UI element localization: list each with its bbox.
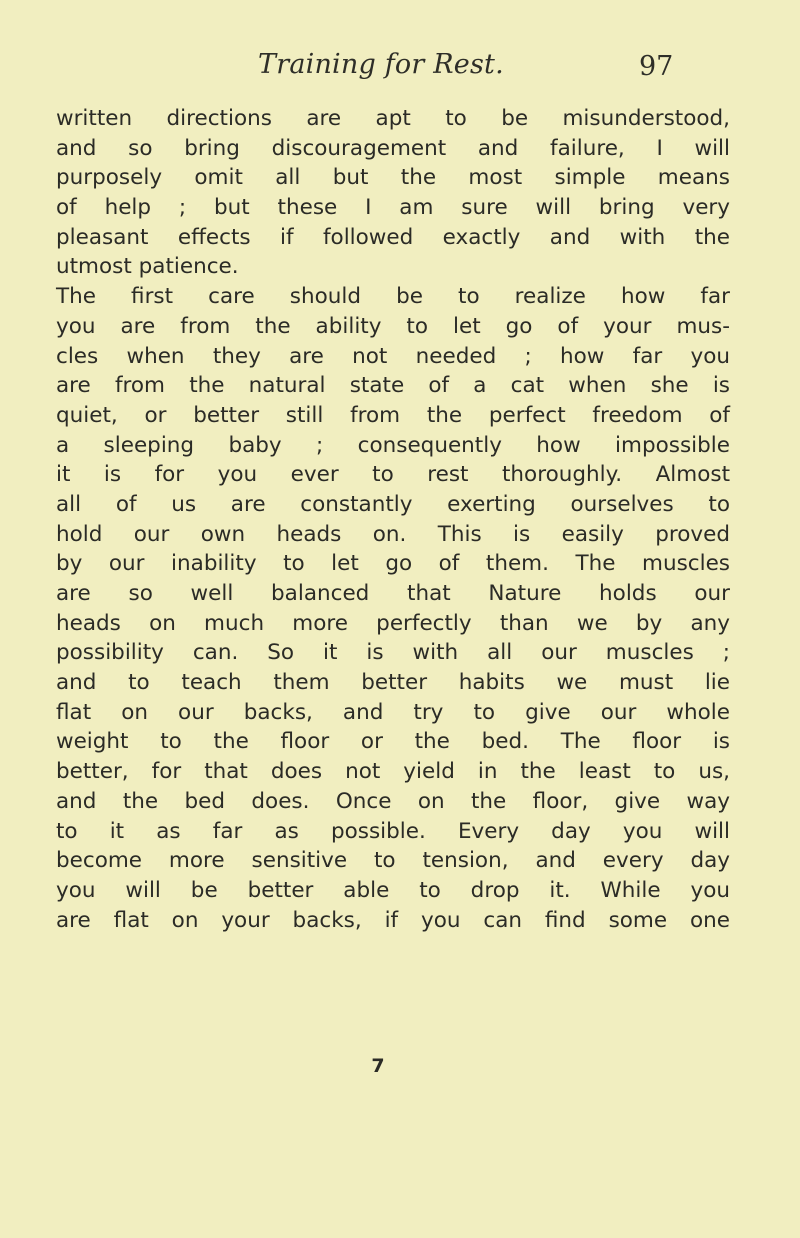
text-line: hold our own heads on. This is easily proved — [56, 521, 730, 547]
text-line: become more sensitive to tension, and every day — [56, 848, 730, 874]
text-line: The first care should be to realize how far — [56, 284, 730, 310]
text-line: a sleeping baby ; consequently how impossible — [56, 432, 730, 458]
text-line: are so well balanced that Nature holds our — [56, 581, 730, 606]
text-line: pleasant effects if followed exactly and with the — [56, 224, 730, 250]
signature-mark-text: 7 — [371, 1055, 385, 1077]
text-line: quiet, or better still from the perfect freedom of — [56, 402, 730, 428]
paragraph-2 — [56, 282, 730, 935]
paragraph-1 — [56, 104, 730, 282]
text-line: of help ; but these I am sure will bring very — [56, 195, 730, 221]
page-number: 97 — [639, 51, 674, 82]
text-line: are flat on your backs, if you can find some one — [56, 907, 730, 933]
text-line: written directions are apt to be misunderstood, — [56, 106, 730, 131]
text-line: are from the natural state of a cat when she is — [56, 373, 730, 399]
text-line: all of us are constantly exerting ourselves to — [56, 491, 730, 517]
text-line: and the bed does. Once on the floor, give way — [56, 788, 730, 814]
text-line: by our inability to let go of them. The muscles — [56, 551, 730, 577]
text-line: heads on much more perfectly than we by any — [56, 610, 730, 636]
running-head — [0, 47, 800, 87]
text-line: to it as far as possible. Every day you will — [56, 818, 730, 844]
text-line: weight to the floor or the bed. The floor is — [56, 729, 730, 755]
signature-mark — [0, 1055, 800, 1077]
text-line: it is for you ever to rest thoroughly. Almost — [56, 462, 730, 488]
running-head-title: Training for Rest. — [258, 49, 504, 80]
text-line: cles when they are not needed ; how far you — [56, 343, 730, 369]
text-line: flat on our backs, and try to give our whole — [56, 699, 730, 725]
text-line: and so bring discouragement and failure, I will — [56, 135, 730, 161]
text-line: better, for that does not yield in the least to us, — [56, 759, 730, 785]
body-text — [56, 104, 730, 935]
text-line: and to teach them better habits we must lie — [56, 670, 730, 696]
text-line: purposely omit all but the most simple means — [56, 165, 730, 191]
text-line: you are from the ability to let go of your mus- — [56, 313, 730, 339]
text-line: utmost patience. — [56, 254, 239, 280]
text-line: you will be better able to drop it. While you — [56, 877, 730, 903]
text-line: possibility can. So it is with all our muscles ; — [56, 640, 730, 666]
